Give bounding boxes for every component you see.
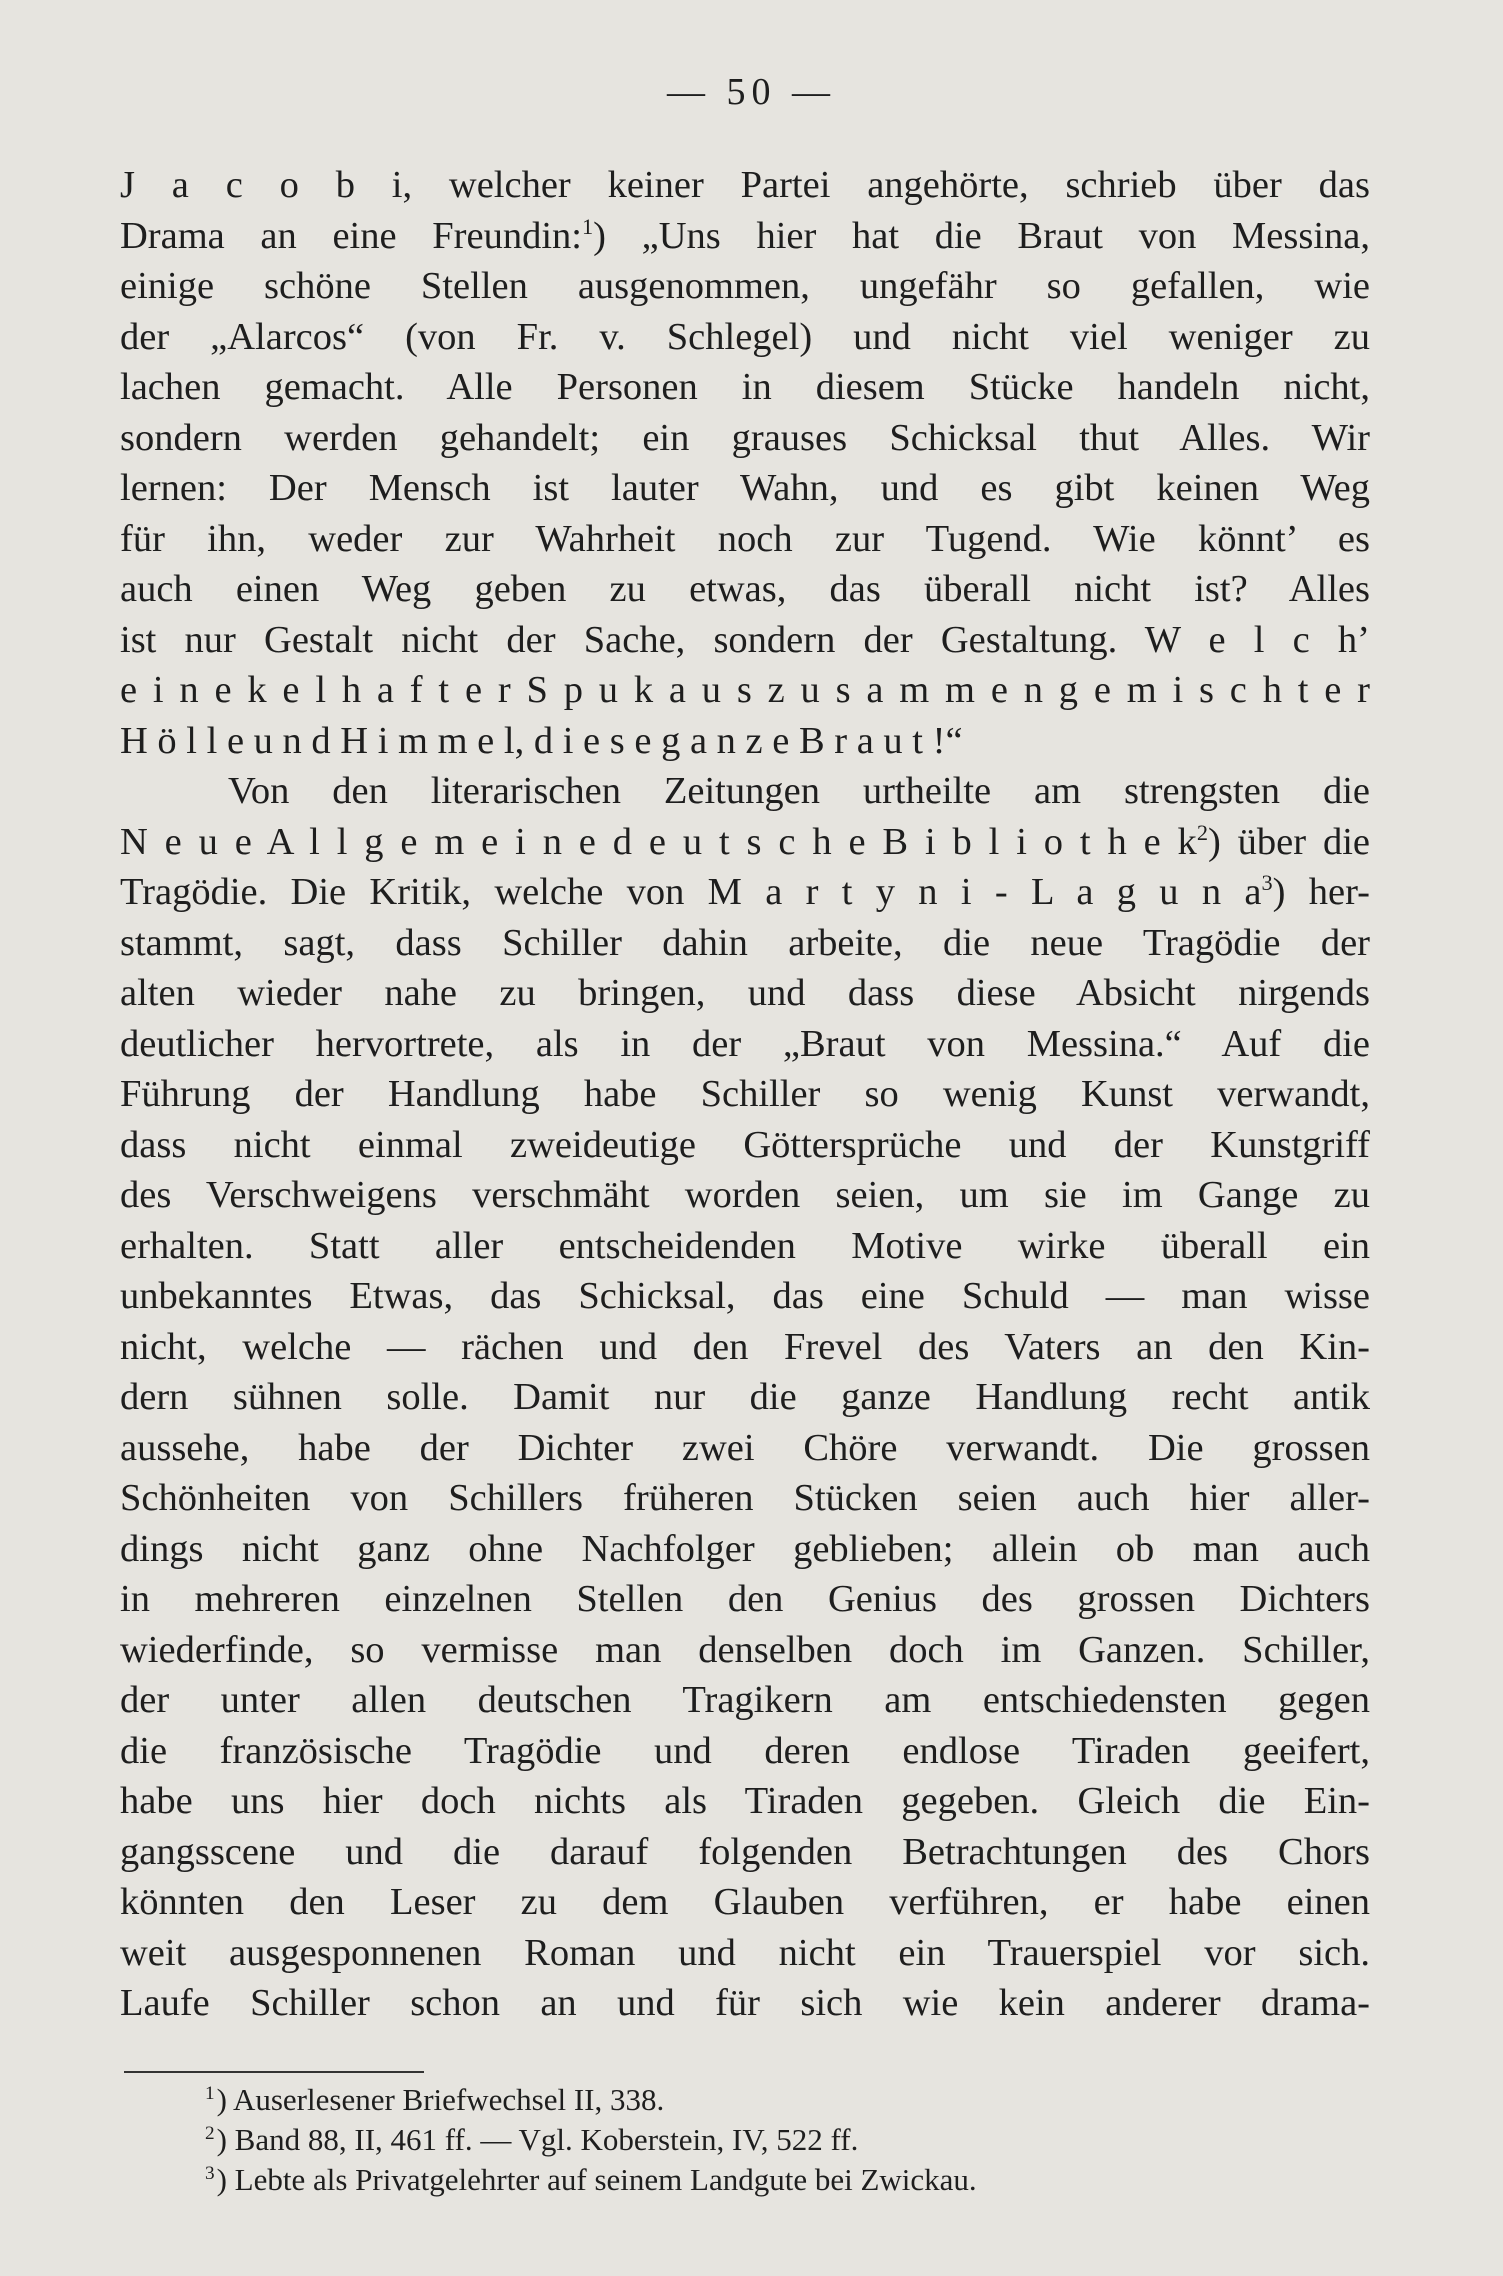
text-line: J a c o b i, welcher keiner Partei angehörte, schrieb über das xyxy=(120,164,1370,206)
text-line: Tragödie. Die Kritik, welche von M a r t y n i - L a g u n $a^3$) her- xyxy=(120,870,1371,913)
text-line: wiederfinde, so vermisse man denselben doch im Ganzen. Schiller, xyxy=(120,1628,1370,1671)
text-line-spaced: e i n e k e l h a f t e r S p u k a u s z u s a m m e n g e m i s c h t e r xyxy=(120,669,1370,711)
text-line: dass nicht einmal zweideutige Göttersprüche und der Kunstgriff xyxy=(120,1123,1370,1166)
page-number: — 50 — xyxy=(667,71,836,113)
text-line: sondern werden gehandelt; ein grauses Schicksal thut Alles. Wir xyxy=(120,416,1370,459)
text-line: gangsscene und die darauf folgenden Betrachtungen des Chors xyxy=(120,1830,1370,1873)
footnote-1: $^1$) Auserlesener Briefwechsel II, 338. xyxy=(205,2082,665,2117)
text-line: Laufe Schiller schon an und für sich wie kein anderer drama- xyxy=(120,1982,1370,2024)
text-line: weit ausgesponnenen Roman und nicht ein Trauerspiel vor sich. xyxy=(120,1931,1370,1974)
text-line: dings nicht ganz ohne Nachfolger geblieben; allein ob man auch xyxy=(120,1527,1370,1570)
text-line: aussehe, habe der Dichter zwei Chöre verwandt. Die grossen xyxy=(120,1426,1370,1469)
text-line: Schönheiten von Schillers früheren Stücken seien auch hier aller- xyxy=(120,1477,1370,1519)
text-line: ist nur Gestalt nicht der Sache, sondern der Gestaltung. W e l c h’ xyxy=(120,618,1370,661)
text-line: deutlicher hervortrete, als in der „Braut von Messina.“ Auf die xyxy=(120,1022,1370,1065)
footnotes xyxy=(205,2080,1355,2200)
text-line: dern sühnen solle. Damit nur die ganze Handlung recht antik xyxy=(120,1376,1370,1418)
text-line: für ihn, weder zur Wahrheit noch zur Tugend. Wie könnt’ es xyxy=(120,517,1370,560)
text-line: der „Alarcos“ (von Fr. v. Schlegel) und nicht viel weniger zu xyxy=(120,315,1370,358)
text-line-spaced: H ö l l e u n d H i m m e l, d i e s e g a n z e B r a u t !“ xyxy=(120,719,963,762)
text-line: in mehreren einzelnen Stellen den Genius des grossen Dichters xyxy=(120,1578,1370,1620)
text-line: N e u e A l l g e m e i n e d e u t s c h e B i b l i o t h e $k^2$) über die xyxy=(120,819,1370,863)
text-line: nicht, welche — rächen und den Frevel des Vaters an den Kin- xyxy=(120,1325,1370,1368)
text-line: die französische Tragödie und deren endlose Tiraden geeifert, xyxy=(120,1729,1370,1772)
text-line: auch einen Weg geben zu etwas, das überall nicht ist? Alles xyxy=(120,568,1370,610)
text-line: lernen: Der Mensch ist lauter Wahn, und es gibt keinen Weg xyxy=(120,467,1370,509)
text-line: Von den literarischen Zeitungen urtheilte am strengsten die xyxy=(228,770,1370,812)
footnote-divider xyxy=(124,2071,424,2073)
text-line: habe uns hier doch nichts als Tiraden gegeben. Gleich die Ein- xyxy=(120,1780,1370,1822)
footnote-2: $^2$) Band 88, II, 461 ff. — Vgl. Koberstein, IV, 522 ff. xyxy=(205,2122,859,2157)
text-line: einige schöne Stellen ausgenommen, ungefähr so gefallen, wie xyxy=(120,265,1370,307)
text-line: Führung der Handlung habe Schiller so wenig Kunst verwandt, xyxy=(120,1073,1370,1115)
text-line: der unter allen deutschen Tragikern am entschiedensten gegen xyxy=(120,1679,1370,1721)
footnote-3: $^3$) Lebte als Privatgelehrter auf seinem Landgute bei Zwickau. xyxy=(205,2162,977,2197)
body-text xyxy=(120,160,1370,2029)
text-line: Drama an eine Freundin:$^1$) „Uns hier hat die Braut von Messina, xyxy=(120,213,1370,257)
text-line: könnten den Leser zu dem Glauben verführen, er habe einen xyxy=(120,1881,1370,1923)
text-line: lachen gemacht. Alle Personen in diesem Stücke handeln nicht, xyxy=(120,366,1370,408)
text-line: des Verschweigens verschmäht worden seien, um sie im Gange zu xyxy=(120,1174,1370,1216)
text-line: unbekanntes Etwas, das Schicksal, das eine Schuld — man wisse xyxy=(120,1275,1370,1317)
text-line: erhalten. Statt aller entscheidenden Motive wirke überall ein xyxy=(120,1224,1370,1267)
text-line: stammt, sagt, dass Schiller dahin arbeite, die neue Tragödie der xyxy=(120,921,1370,964)
text-line: alten wieder nahe zu bringen, und dass diese Absicht nirgends xyxy=(120,972,1370,1014)
